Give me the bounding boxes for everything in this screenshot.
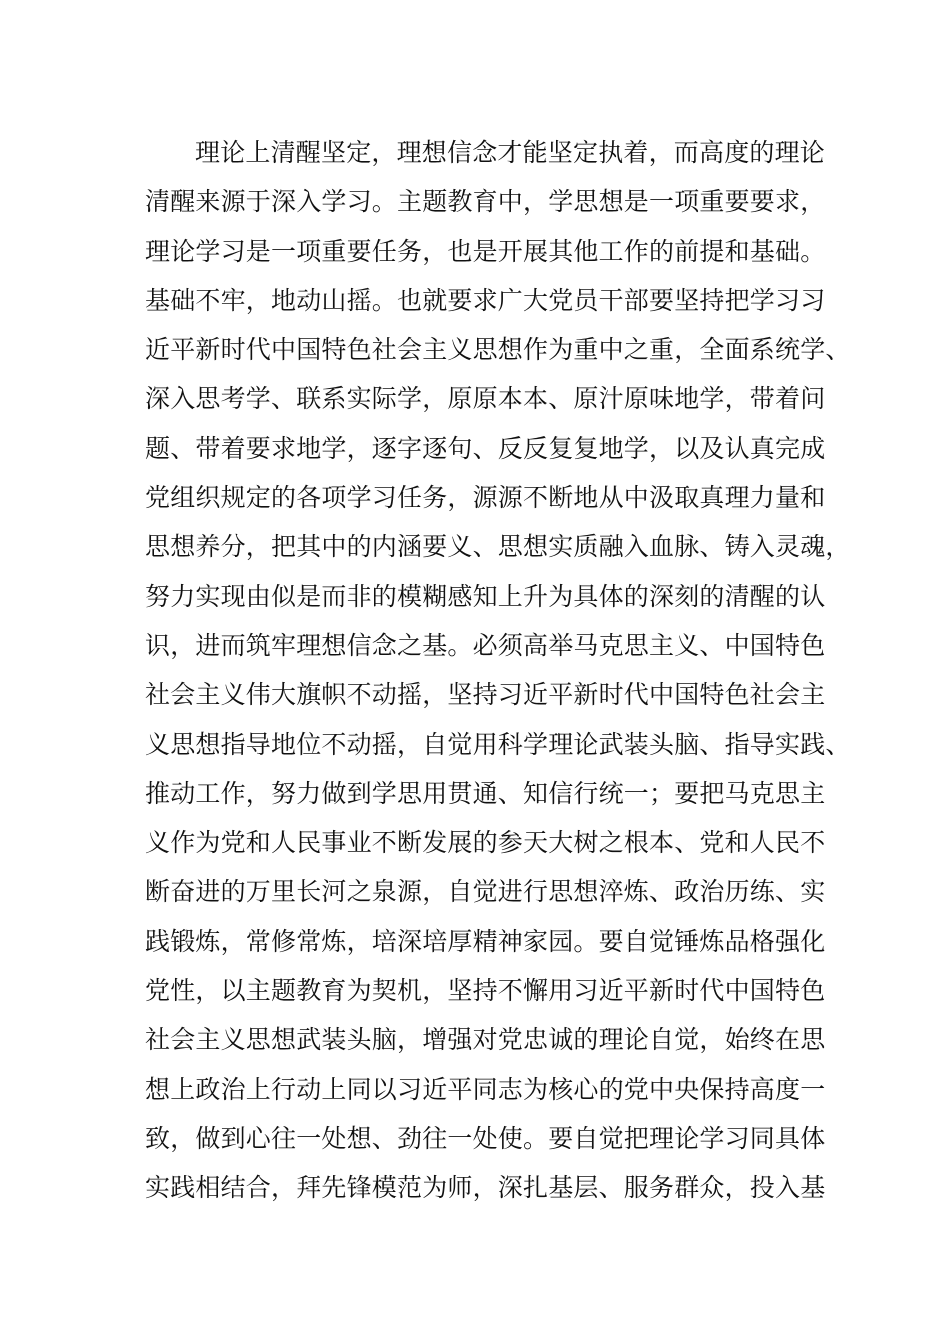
paragraph-line: 践锻炼，常修常炼，培深培厚精神家园。要自觉锤炼品格强化 [145, 926, 826, 956]
paragraph-line: 社会主义伟大旗帜不动摇，坚持习近平新时代中国特色社会主 [145, 680, 826, 710]
paragraph-line: 努力实现由似是而非的模糊感知上升为具体的深刻的清醒的认 [145, 581, 826, 611]
paragraph-line: 思想养分，把其中的内涵要义、思想实质融入血脉、铸入灵魂， [145, 532, 851, 562]
paragraph-line: 深入思考学、联系实际学，原原本本、原汁原味地学，带着问 [145, 384, 826, 414]
paragraph-line: 基础不牢，地动山摇。也就要求广大党员干部要坚持把学习习 [145, 285, 826, 315]
body-paragraph [145, 128, 851, 1213]
paragraph-line: 识，进而筑牢理想信念之基。必须高举马克思主义、中国特色 [145, 630, 826, 660]
paragraph-line: 实践相结合，拜先锋模范为师，深扎基层、服务群众，投入基 [145, 1173, 826, 1203]
paragraph-line: 清醒来源于深入学习。主题教育中，学思想是一项重要要求， [145, 187, 826, 217]
paragraph-line: 题、带着要求地学，逐字逐句、反反复复地学，以及认真完成 [145, 433, 826, 463]
paragraph-line: 致，做到心往一处想、劲往一处使。要自觉把理论学习同具体 [145, 1123, 826, 1153]
paragraph-line: 推动工作，努力做到学思用贯通、知信行统一；要把马克思主 [145, 778, 826, 808]
paragraph-line: 党性，以主题教育为契机，坚持不懈用习近平新时代中国特色 [145, 976, 826, 1006]
paragraph-line: 理论学习是一项重要任务，也是开展其他工作的前提和基础。 [145, 236, 826, 266]
paragraph-line: 社会主义思想武装头脑，增强对党忠诚的理论自觉，始终在思 [145, 1025, 826, 1055]
paragraph-line: 理论上清醒坚定，理想信念才能坚定执着，而高度的理论 [195, 138, 826, 167]
paragraph-line: 近平新时代中国特色社会主义思想作为重中之重，全面系统学、 [145, 335, 851, 365]
paragraph-line: 义思想指导地位不动摇，自觉用科学理论武装头脑、指导实践、 [145, 729, 851, 759]
paragraph-line: 党组织规定的各项学习任务，源源不断地从中汲取真理力量和 [145, 483, 826, 513]
paragraph-line: 断奋进的万里长河之泉源，自觉进行思想淬炼、政治历练、实 [145, 877, 826, 907]
paragraph-line: 想上政治上行动上同以习近平同志为核心的党中央保持高度一 [145, 1074, 826, 1104]
paragraph-line: 义作为党和人民事业不断发展的参天大树之根本、党和人民不 [145, 828, 826, 858]
